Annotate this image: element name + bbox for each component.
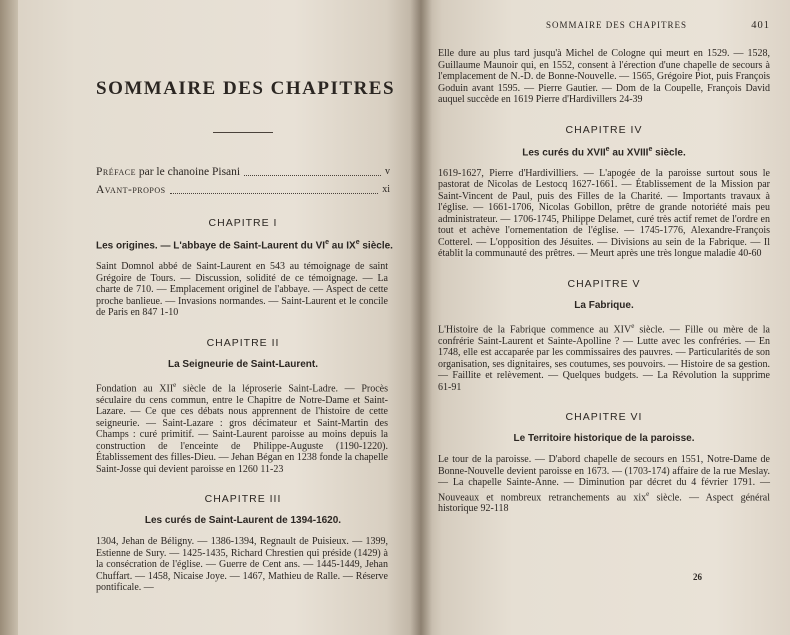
page-title: SOMMAIRE DES CHAPITRES bbox=[96, 78, 396, 99]
chapter-title: Les curés du XVIIe au XVIIIe siècle. bbox=[522, 145, 686, 158]
right-page bbox=[420, 0, 790, 635]
running-head bbox=[438, 20, 770, 34]
chapter-pages: 1-10 bbox=[159, 307, 179, 319]
chapter-pages: 11-23 bbox=[260, 463, 284, 475]
chapter-heading: CHAPITRE IV bbox=[565, 123, 643, 136]
avant-propos-page: xi bbox=[382, 184, 390, 195]
chapter-pages: 61-91 bbox=[438, 381, 462, 393]
leader-dots bbox=[170, 181, 379, 194]
chapter-heading: CHAPITRE V bbox=[567, 277, 641, 290]
chapter-summary: 1304, Jehan de Béligny. — 1386-1394, Regnault de Puisieux. — 1399, Estienne de Sury. — 1425-1435, Richard Chrestien qui préside (1429) à la consécration de l'église. — Guerre de Cent ans. — 1445-1449, Jehan Chuffart. — 1458, Nicaise Joye. — 1467, Mathieu de Ralle. — Réserve pontificale. — bbox=[96, 536, 388, 594]
chapter-heading: CHAPITRE II bbox=[206, 336, 280, 349]
chapter-summary: Fondation au XIIe siècle de la léproserie Saint-Ladre. — Procès séculaire du cens commun, entre le Chapitre de Notre-Dame et Saint-Lazare. — Ce que ces débats nous apprennent de l'histoire de cette seigneurie. — Saint-Lazare : gros décimateur et Saint-Martin des Champs : curé primitif. — Saint-Laurent paroisse au moins depuis la construction de l'enceinte de Philippe-Auguste (1190-1220). Établissement des filles-Dieu. — Jehan Bégan en 1238 fonde la chapelle Saint-Josse qui devient paroisse en 1260 11-23 bbox=[96, 380, 388, 475]
chapter-pages: 24-39 bbox=[619, 94, 643, 105]
preface-author: par le chanoine Pisani bbox=[135, 166, 241, 178]
chapter-title: Le Territoire historique de la paroisse. bbox=[513, 433, 695, 445]
preface-page: v bbox=[385, 166, 390, 177]
chapter-heading: CHAPITRE VI bbox=[565, 411, 643, 424]
chapter-summary: L'Histoire de la Fabrique commence au XIVe siècle. — Fille ou mère de la confrérie Saint-Laurent et Sainte-Apolline ? — Lutte avec les confréries. — En 1748, elle est accaparée par les commissaires des pauvres. — Particularités de son organisation, ses dignitaires, ses coutumes, ses pouvoirs. — Histoire de sa gestion. — Faillite et relèvement. — Quelques budgets. — La Révolution la supprime 61-91 bbox=[438, 321, 770, 393]
title-rule bbox=[213, 132, 273, 133]
chapter-summary-continued: Elle dure au plus tard jusqu'à Michel de Cologne qui meurt en 1529. — 1528, Guillaume Maunoir qui, en 1552, consent à l'érection d'une chapelle de secours à l'emplacement de N.-D. de Bonne-Nouvelle. — 1565, Grégoire Piot, puis François Goduin avant 1595. — Pierre Gautier. — Dom de la Coupelle, François David auquel succède en 1619 Pierre d'Hardivillers 24-39 bbox=[438, 48, 770, 105]
toc-avant-propos bbox=[96, 181, 390, 199]
signature-mark: 26 bbox=[693, 572, 702, 582]
book-gutter bbox=[410, 0, 432, 635]
leader-dots bbox=[244, 163, 381, 176]
chapter-pages: 92-118 bbox=[480, 503, 509, 515]
chapter-title: Les origines. — L'abbaye de Saint-Laurent du VIe au IXe siècle. bbox=[96, 239, 393, 252]
preface-label: Préface bbox=[96, 166, 136, 178]
chapter-heading: CHAPITRE III bbox=[204, 493, 282, 506]
chapter-title: Les curés de Saint-Laurent de 1394-1620. bbox=[144, 515, 342, 527]
chapter-title: La Seigneurie de Saint-Laurent. bbox=[167, 358, 319, 370]
page-number: 401 bbox=[751, 20, 770, 31]
running-head-title: SOMMAIRE DES CHAPITRES bbox=[546, 20, 688, 30]
chapter-summary: Saint Domnol abbé de Saint-Laurent en 543 au témoignage de saint Grégoire de Tours. — Discussion, solidité de ce témoignage. — La charte de 710. — Emplacement originel de l'abbaye. — Aspect de cette proche banlieue. — Invasions normandes. — Saint-Laurent et le concile de Paris en 847 1-10 bbox=[96, 261, 388, 319]
chapter-title: La Fabrique. bbox=[574, 299, 634, 311]
chapter-heading: CHAPITRE I bbox=[208, 217, 278, 229]
chapter-pages: 40-60 bbox=[738, 248, 762, 260]
page-edges bbox=[0, 0, 18, 635]
chapter-summary: Le tour de la paroisse. — D'abord chapelle de secours en 1551, Notre-Dame de Bonne-Nouvelle devient paroisse en 1673. — (1703-174) affaire de la rue Meslay. — La chapelle Sainte-Anne. — Diminution par décret du 4 février 1791. — Nouveaux et nombreux retranchements au xix$^e$ siècle. — Aspect général historique 92-118 bbox=[438, 454, 770, 515]
chapter-summary: 1619-1627, Pierre d'Hardivilliers. — L'apogée de la paroisse surtout sous le pastorat de Nicolas de Lestocq 1627-1661. — Établissement de la Mission par Saint-Vincent de Paul, puis des Filles de la Charité. — Importants travaux à l'église. — 1661-1706, Nicolas Gobillon, prêtre de grande notoriété mais peu administrateur. — 1706-1745, Philippe Delamet, curé très actif remet de l'ordre en tout et achève l'ornementation de l'église. — 1745-1776, Alexandre-François Cotterel. — L'opposition des Jésuites. — Divisions au sein de la Fabrique. — Il établit la communauté des prêtres. — Meurt après une très longue maladie 40-60 bbox=[438, 167, 770, 260]
avant-propos-label: Avant-propos bbox=[96, 184, 166, 196]
toc-preface bbox=[96, 163, 390, 181]
